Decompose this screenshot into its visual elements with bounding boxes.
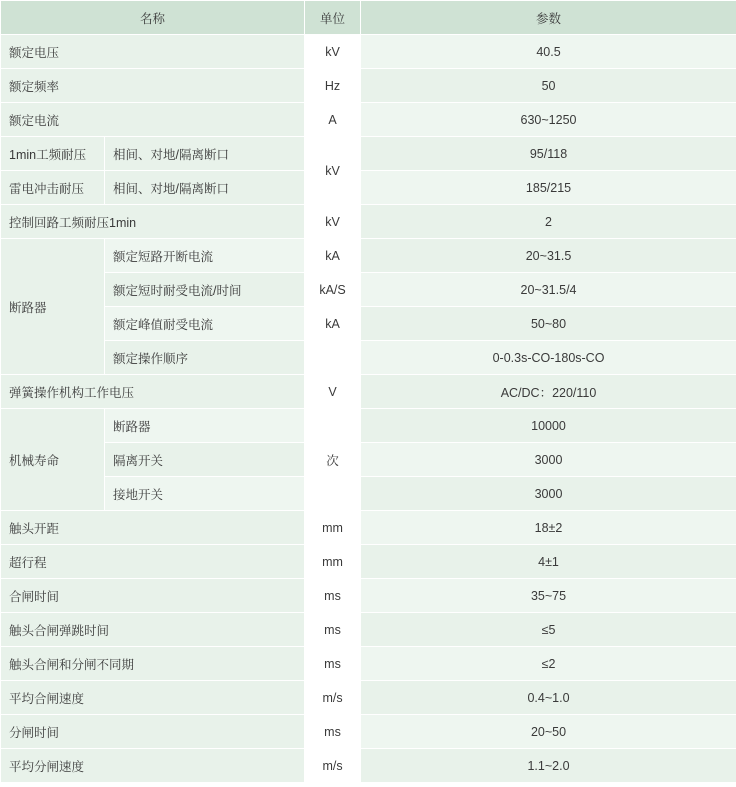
row-name: 超行程 xyxy=(1,545,305,579)
row-unit: kA xyxy=(305,307,361,341)
table-row xyxy=(1,375,736,409)
row-param: 0-0.3s-CO-180s-CO xyxy=(361,341,736,375)
table-row xyxy=(1,205,736,239)
row-name: 1min工频耐压 xyxy=(1,137,105,171)
row-sub: 断路器 xyxy=(105,409,305,443)
row-param: 2 xyxy=(361,205,736,239)
row-unit: kA/S xyxy=(305,273,361,307)
table-row xyxy=(1,137,736,171)
row-unit: kV xyxy=(305,35,361,69)
table-row xyxy=(1,307,736,341)
table-row xyxy=(1,715,736,749)
header-param: 参数 xyxy=(361,1,736,35)
table-row xyxy=(1,613,736,647)
row-name: 触头开距 xyxy=(1,511,305,545)
row-param: 20~31.5 xyxy=(361,239,736,273)
row-name: 弹簧操作机构工作电压 xyxy=(1,375,305,409)
row-param: 10000 xyxy=(361,409,736,443)
table-row xyxy=(1,341,736,375)
table-row xyxy=(1,681,736,715)
row-unit: m/s xyxy=(305,681,361,715)
row-unit: kV xyxy=(305,137,361,205)
row-sub: 额定短路开断电流 xyxy=(105,239,305,273)
row-name: 额定频率 xyxy=(1,69,305,103)
row-param: 0.4~1.0 xyxy=(361,681,736,715)
row-param: 50 xyxy=(361,69,736,103)
row-unit: 次 xyxy=(305,409,361,511)
row-param: 3000 xyxy=(361,443,736,477)
table-row xyxy=(1,647,736,681)
row-name: 控制回路工频耐压1min xyxy=(1,205,305,239)
row-unit: kA xyxy=(305,239,361,273)
row-group-name: 机械寿命 xyxy=(1,409,105,511)
row-param: 630~1250 xyxy=(361,103,736,137)
row-unit: mm xyxy=(305,511,361,545)
row-sub: 额定短时耐受电流/时间 xyxy=(105,273,305,307)
row-param: 18±2 xyxy=(361,511,736,545)
table-header-row xyxy=(1,1,736,35)
row-param: 50~80 xyxy=(361,307,736,341)
row-param: 4±1 xyxy=(361,545,736,579)
table-row xyxy=(1,443,736,477)
row-sub: 隔离开关 xyxy=(105,443,305,477)
table-row xyxy=(1,749,736,783)
row-param: 3000 xyxy=(361,477,736,511)
table-row xyxy=(1,273,736,307)
row-unit: ms xyxy=(305,613,361,647)
table-header xyxy=(1,1,736,35)
row-name: 分闸时间 xyxy=(1,715,305,749)
table-row xyxy=(1,545,736,579)
row-unit: kV xyxy=(305,205,361,239)
row-param: 185/215 xyxy=(361,171,736,205)
row-param: 20~50 xyxy=(361,715,736,749)
row-unit: ms xyxy=(305,647,361,681)
row-name: 雷电冲击耐压 xyxy=(1,171,105,205)
row-param: 40.5 xyxy=(361,35,736,69)
row-name: 额定电流 xyxy=(1,103,305,137)
row-param: 35~75 xyxy=(361,579,736,613)
row-group-name: 断路器 xyxy=(1,239,105,375)
row-param: ≤5 xyxy=(361,613,736,647)
row-sub: 相间、对地/隔离断口 xyxy=(105,171,305,205)
table-row xyxy=(1,103,736,137)
row-unit: mm xyxy=(305,545,361,579)
header-unit: 单位 xyxy=(305,1,361,35)
row-param: ≤2 xyxy=(361,647,736,681)
row-name: 平均合闸速度 xyxy=(1,681,305,715)
table-row xyxy=(1,579,736,613)
row-unit: Hz xyxy=(305,69,361,103)
row-sub: 接地开关 xyxy=(105,477,305,511)
row-param: AC/DC：220/110 xyxy=(361,375,736,409)
table-row xyxy=(1,35,736,69)
table-body xyxy=(1,35,736,783)
row-name: 合闸时间 xyxy=(1,579,305,613)
row-param: 1.1~2.0 xyxy=(361,749,736,783)
header-name: 名称 xyxy=(1,1,305,35)
row-param: 20~31.5/4 xyxy=(361,273,736,307)
row-param: 95/118 xyxy=(361,137,736,171)
row-name: 额定电压 xyxy=(1,35,305,69)
row-unit: m/s xyxy=(305,749,361,783)
row-unit: ms xyxy=(305,579,361,613)
row-unit: V xyxy=(305,375,361,409)
row-name: 平均分闸速度 xyxy=(1,749,305,783)
row-unit xyxy=(305,341,361,375)
table-row xyxy=(1,409,736,443)
table-row xyxy=(1,511,736,545)
row-name: 触头合闸弹跳时间 xyxy=(1,613,305,647)
row-name: 触头合闸和分闸不同期 xyxy=(1,647,305,681)
table-row xyxy=(1,477,736,511)
row-sub: 额定操作顺序 xyxy=(105,341,305,375)
table-row xyxy=(1,239,736,273)
row-sub: 额定峰值耐受电流 xyxy=(105,307,305,341)
table-row xyxy=(1,69,736,103)
row-unit: ms xyxy=(305,715,361,749)
row-unit: A xyxy=(305,103,361,137)
row-sub: 相间、对地/隔离断口 xyxy=(105,137,305,171)
table-row xyxy=(1,171,736,205)
